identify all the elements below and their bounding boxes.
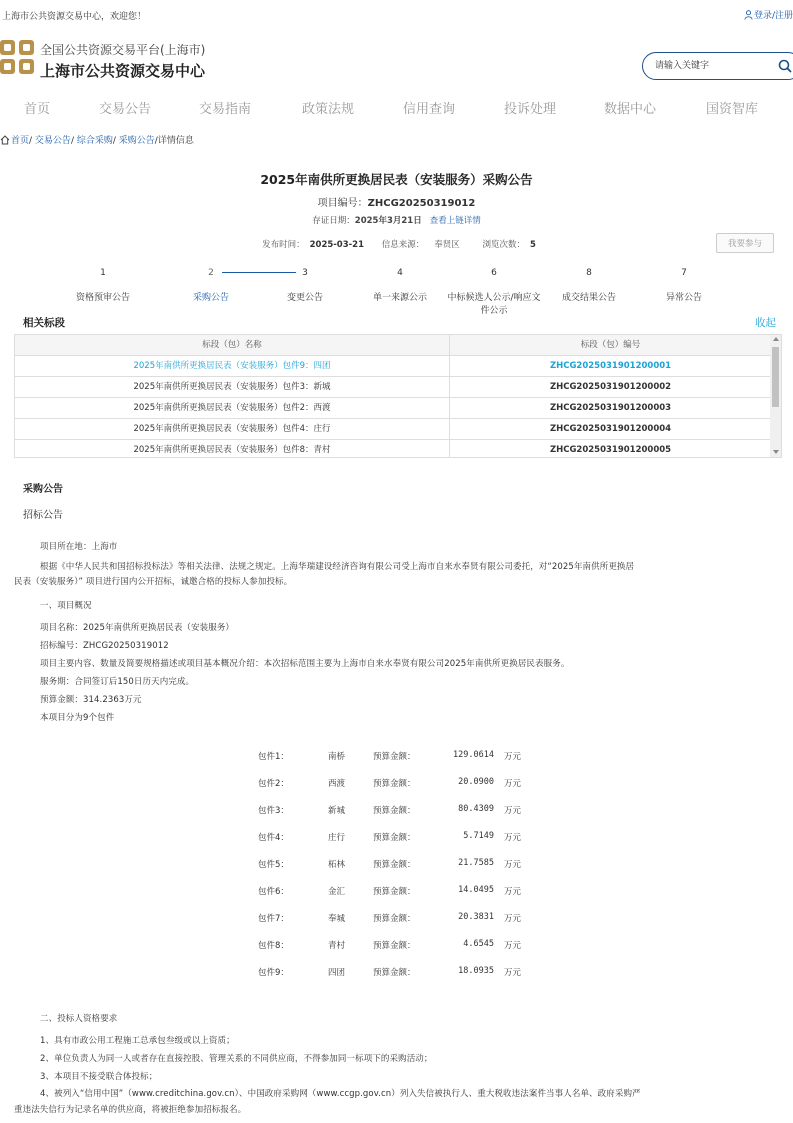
tender-number: 招标编号：ZHCG20250319012: [40, 641, 169, 651]
nav-notices[interactable]: 交易公告: [99, 102, 152, 117]
row-code[interactable]: ZHCG2025031901200003: [549, 403, 672, 413]
site-header: [0, 28, 793, 88]
row-code[interactable]: ZHCG2025031901200002: [549, 382, 672, 392]
table-row[interactable]: [15, 377, 771, 398]
publish-time: [257, 240, 364, 250]
chain-detail-link[interactable]: 查看上链详情: [429, 216, 481, 226]
package-budget-label: 预算金额：: [373, 833, 416, 843]
table-row[interactable]: [15, 398, 771, 419]
step-change[interactable]: [255, 268, 355, 303]
step-result[interactable]: [539, 268, 639, 303]
step-number: 6: [491, 268, 497, 278]
row-name[interactable]: 2025年南供所更换居民表（安装服务）包件2：西渡: [15, 398, 450, 418]
row-code[interactable]: ZHCG2025031901200004: [549, 424, 672, 434]
package-id: 包件8：: [258, 941, 289, 951]
step-purchase-notice[interactable]: [161, 268, 261, 303]
package-unit: 万元: [504, 752, 522, 762]
package-budget-label: 预算金额：: [373, 914, 416, 924]
header-code: 标段（包）编号: [580, 340, 641, 350]
collapse-link[interactable]: 收起: [755, 317, 776, 329]
package-id: 包件9：: [258, 968, 289, 978]
main-nav: [0, 88, 793, 126]
join-button[interactable]: 我要参与: [716, 233, 774, 253]
nav-guide[interactable]: 交易指南: [199, 102, 252, 117]
breadcrumb-current: 详情信息: [157, 136, 194, 146]
publish-time-label: 发布时间：: [262, 240, 305, 250]
breadcrumb-purchase-notice[interactable]: 采购公告: [118, 136, 155, 146]
package-row: [0, 885, 793, 899]
package-amount: 129.0614: [453, 750, 494, 760]
content-section-title: 采购公告: [23, 484, 63, 495]
package-area: 奉城: [328, 914, 346, 924]
package-amount: 4.6545: [463, 939, 494, 949]
package-unit: 万元: [504, 833, 522, 843]
project-code: [0, 194, 793, 209]
step-number: 2: [208, 268, 214, 278]
step-label: 中标候选人公示/响应文件公示: [447, 293, 541, 316]
scroll-thumb[interactable]: [772, 347, 779, 407]
process-steps: [0, 268, 793, 318]
package-area: 庄行: [328, 833, 346, 843]
package-id: 包件4：: [258, 833, 289, 843]
package-row: [0, 804, 793, 818]
project-scope: 项目主要内容、数量及简要规格描述或项目基本概况介绍：本次招标范围主要为上海市自来水奉贤有限公司2025年南供所更换居民表服务。: [40, 659, 570, 669]
login-label[interactable]: 登录/注册: [753, 11, 793, 21]
package-id: 包件2：: [258, 779, 289, 789]
step-label: 成交结果公告: [561, 293, 616, 303]
project-code-label: 项目编号：: [317, 198, 368, 209]
service-period: 服务期：合同签订后150日历天内完成。: [40, 677, 195, 687]
deposit-date: 2025年3月21日: [354, 216, 422, 226]
package-unit: 万元: [504, 968, 522, 978]
publish-time-value: 2025-03-21: [309, 240, 364, 250]
source: [377, 240, 465, 250]
breadcrumb-procurement[interactable]: 综合采购: [76, 136, 113, 146]
step-number: 7: [681, 268, 687, 278]
requirement-3: 3、本项目不接受联合体投标；: [40, 1072, 158, 1082]
step-number: 3: [302, 268, 308, 278]
deposit-label: 存证日期：: [312, 216, 355, 226]
project-location: 项目所在地：上海市: [40, 542, 118, 552]
package-budget-label: 预算金额：: [373, 752, 416, 762]
nav-complaint[interactable]: 投诉处理: [504, 102, 557, 117]
requirement-1: 1、具有市政公用工程施工总承包叁级或以上资质；: [40, 1036, 235, 1046]
welcome-text: 上海市公共资源交易中心，欢迎您！: [2, 12, 147, 22]
step-number: 1: [100, 268, 106, 278]
related-table: [14, 334, 782, 458]
project-code-value: ZHCG20250319012: [367, 198, 476, 209]
home-icon: [0, 135, 10, 145]
budget-amount: 预算金额：314.2363万元: [40, 695, 142, 705]
package-amount: 21.7585: [458, 858, 494, 868]
site-subtitle: 全国公共资源交易平台(上海市): [40, 43, 206, 57]
package-id: 包件3：: [258, 806, 289, 816]
step-exception[interactable]: [634, 268, 734, 303]
package-unit: 万元: [504, 887, 522, 897]
package-area: 新城: [328, 806, 346, 816]
package-area: 金汇: [328, 887, 346, 897]
packages-note: 本项目分为9个包件: [40, 713, 115, 723]
nav-think-tank[interactable]: 国资智库: [706, 102, 759, 117]
step-number: 4: [397, 268, 403, 278]
intro-line-1: 根据《中华人民共和国招标投标法》等相关法律、法规之规定。上海华瑞建设经济咨询有限公司受上海市自来水奉贤有限公司委托，对“2025年南供所更换居: [40, 562, 635, 572]
requirement-2: 2、单位负责人为同一人或者存在直接控股、管理关系的不同供应商，不得参加同一标项下的采购活动；: [40, 1054, 433, 1064]
breadcrumb-notices[interactable]: 交易公告: [34, 136, 71, 146]
table-row[interactable]: [15, 356, 771, 377]
table-header: [15, 335, 771, 356]
views: [477, 240, 535, 250]
step-label: 变更公告: [286, 293, 323, 303]
package-budget-label: 预算金额：: [373, 941, 416, 951]
package-row: [0, 939, 793, 953]
source-label: 信息来源：: [381, 240, 425, 250]
package-area: 南桥: [328, 752, 346, 762]
row-code[interactable]: ZHCG2025031901200005: [549, 445, 672, 455]
row-name[interactable]: 2025年南供所更换居民表（安装服务）包件3：新城: [15, 377, 450, 397]
views-label: 浏览次数：: [482, 240, 525, 250]
nav-credit[interactable]: 信用查询: [403, 102, 456, 117]
scroll-up-icon[interactable]: [773, 337, 779, 341]
requirement-4-line-1: 4、被列入“信用中国”（www.creditchina.gov.cn）、中国政府采购网（www.ccgp.gov.cn）列入失信被执行人、重大税收违法案件当事人名单、政府采购严: [40, 1089, 641, 1099]
package-amount: 18.0935: [458, 966, 494, 976]
step-label: 异常公告: [665, 293, 702, 303]
step-label: 单一来源公示: [372, 293, 427, 303]
package-amount: 20.3831: [458, 912, 494, 922]
package-id: 包件5：: [258, 860, 289, 870]
breadcrumb-home[interactable]: 首页: [11, 136, 30, 146]
project-name: 项目名称：2025年南供所更换居民表（安装服务）: [40, 623, 235, 633]
search-box[interactable]: [642, 52, 793, 80]
search-input[interactable]: [655, 58, 765, 73]
table-row[interactable]: [15, 419, 771, 440]
row-name[interactable]: 2025年南供所更换居民表（安装服务）包件9：四团: [15, 356, 450, 376]
step-candidates[interactable]: [444, 268, 544, 316]
package-budget-label: 预算金额：: [373, 806, 416, 816]
deposit-info: [0, 214, 793, 226]
package-budget-label: 预算金额：: [373, 968, 416, 978]
package-id: 包件6：: [258, 887, 289, 897]
search-icon[interactable]: [778, 59, 792, 73]
step-single-source[interactable]: [350, 268, 450, 303]
intro-line-2: 民表（安装服务）” 项目进行国内公开招标，诚邀合格的投标人参加投标。: [14, 577, 293, 587]
logo-icon: [0, 40, 34, 74]
package-amount: 80.4309: [458, 804, 494, 814]
step-label: 采购公告: [192, 293, 229, 303]
views-value: 5: [529, 240, 536, 250]
nav-data[interactable]: 数据中心: [604, 102, 657, 117]
heading-qualifications: 二、投标人资格要求: [40, 1014, 118, 1024]
package-area: 青村: [328, 941, 346, 951]
package-unit: 万元: [504, 779, 522, 789]
package-row: [0, 858, 793, 872]
package-budget-label: 预算金额：: [373, 779, 416, 789]
package-row: [0, 750, 793, 764]
package-id: 包件7：: [258, 914, 289, 924]
package-row: [0, 777, 793, 791]
package-budget-label: 预算金额：: [373, 887, 416, 897]
row-code[interactable]: ZHCG2025031901200001: [549, 361, 672, 371]
nav-policy[interactable]: 政策法规: [302, 102, 355, 117]
package-amount: 20.0900: [458, 777, 494, 787]
step-label: 资格预审公告: [75, 293, 130, 303]
package-id: 包件1：: [258, 752, 289, 762]
package-row: [0, 966, 793, 980]
package-row: [0, 912, 793, 926]
site-title[interactable]: 上海市公共资源交易中心: [40, 62, 206, 80]
package-row: [0, 831, 793, 845]
scroll-down-icon[interactable]: [773, 450, 779, 454]
package-amount: 14.0495: [458, 885, 494, 895]
heading-overview: 一、项目概况: [40, 601, 92, 611]
nav-home[interactable]: 首页: [24, 102, 51, 117]
package-area: 柘林: [328, 860, 346, 870]
row-name[interactable]: 2025年南供所更换居民表（安装服务）包件4：庄行: [15, 419, 450, 439]
content-subtitle: 招标公告: [23, 510, 63, 521]
login-link[interactable]: [744, 8, 793, 21]
breadcrumb: 首页/ 交易公告/ 综合采购/ 采购公告/详情信息: [0, 133, 194, 146]
package-unit: 万元: [504, 860, 522, 870]
table-scrollbar[interactable]: [770, 335, 781, 457]
header-name: 标段（包）名称: [15, 335, 450, 355]
publish-info: [0, 238, 793, 250]
package-area: 西渡: [328, 779, 346, 789]
package-budget-label: 预算金额：: [373, 860, 416, 870]
step-number: 8: [586, 268, 592, 278]
package-unit: 万元: [504, 806, 522, 816]
package-area: 四团: [328, 968, 346, 978]
person-icon: [744, 10, 753, 20]
step-prequal[interactable]: [53, 268, 153, 303]
requirement-4-line-2: 重违法失信行为记录名单的供应商，将被拒绝参加招标报名。: [14, 1105, 247, 1115]
package-amount: 5.7149: [463, 831, 494, 841]
source-value: 奉贤区: [434, 240, 460, 250]
top-bar: [0, 0, 793, 28]
row-name[interactable]: 2025年南供所更换居民表（安装服务）包件8：青村: [15, 440, 450, 458]
table-row[interactable]: [15, 440, 771, 458]
page-title: 2025年南供所更换居民表（安装服务）采购公告: [260, 172, 533, 187]
package-unit: 万元: [504, 941, 522, 951]
package-unit: 万元: [504, 914, 522, 924]
related-title: 相关标段: [23, 317, 65, 329]
